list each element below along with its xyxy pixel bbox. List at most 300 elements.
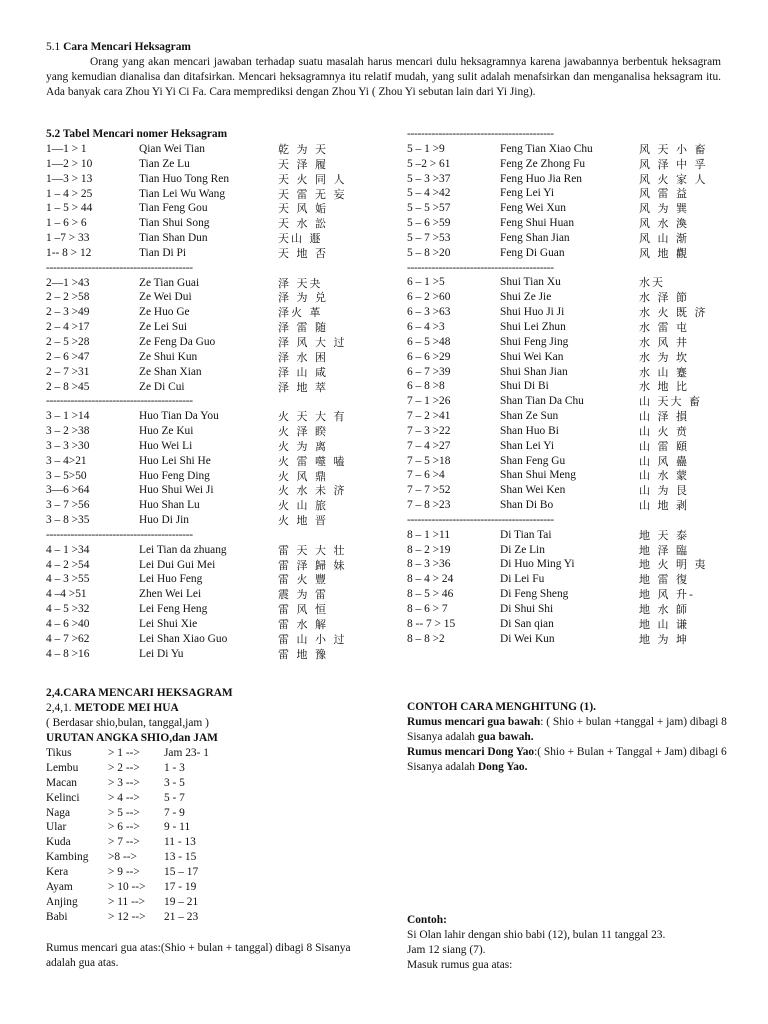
hexagram-chinese: 泽 雷 随 bbox=[278, 321, 328, 335]
hexagram-name: Shui Lei Zhun bbox=[500, 320, 566, 333]
shio-number: > 12 --> bbox=[108, 910, 146, 923]
hexagram-chinese: 火 风 鼎 bbox=[278, 469, 328, 483]
shio-name: Naga bbox=[46, 806, 71, 819]
rumus-dong-label: Rumus mencari Dong Yao bbox=[407, 746, 535, 758]
shio-number: > 4 --> bbox=[108, 791, 140, 804]
shio-hours: 15 – 17 bbox=[164, 866, 199, 879]
section-heading bbox=[46, 40, 721, 55]
hexagram-code: 7 – 5 >18 bbox=[407, 454, 451, 467]
hexagram-code: 6 – 7 >39 bbox=[407, 365, 451, 378]
hexagram-chinese: 天山 遯 bbox=[278, 232, 323, 246]
table-row bbox=[407, 409, 747, 424]
list-item bbox=[46, 806, 366, 821]
table-row bbox=[407, 290, 747, 305]
hexagram-chinese: 天 地 否 bbox=[278, 246, 328, 260]
hexagram-code: 2 – 4 >17 bbox=[46, 321, 90, 334]
table-row bbox=[407, 365, 747, 380]
hexagram-chinese: 泽 山 咸 bbox=[278, 365, 328, 379]
hexagram-code: 7 – 7 >52 bbox=[407, 484, 451, 497]
hexagram-code: 3 – 1 >14 bbox=[46, 410, 90, 423]
shio-name: Tikus bbox=[46, 747, 72, 759]
shio-hours: 3 - 5 bbox=[164, 776, 185, 789]
hexagram-name: Feng Shui Huan bbox=[500, 217, 575, 230]
hexagram-code: 6 – 3 >63 bbox=[407, 306, 451, 319]
list-item bbox=[46, 850, 366, 865]
table-row bbox=[46, 305, 386, 320]
table-row bbox=[46, 216, 386, 231]
hexagram-chinese: 乾 为 天 bbox=[278, 143, 328, 156]
hexagram-code: 6 – 1 >5 bbox=[407, 276, 445, 289]
table-row bbox=[46, 454, 386, 469]
hexagram-name: Di Ze Lin bbox=[500, 543, 545, 556]
hexagram-code: 7 – 8 >23 bbox=[407, 499, 451, 512]
hexagram-chinese: 地 雷 復 bbox=[639, 573, 689, 587]
section-title: 2,4.CARA MENCARI HEKSAGRAM bbox=[46, 687, 233, 699]
hexagram-code: 5 – 3 >37 bbox=[407, 172, 451, 185]
hexagram-name: Feng Lei Yi bbox=[500, 187, 554, 200]
table-row bbox=[46, 290, 386, 305]
hexagram-chinese: 雷 山 小 过 bbox=[278, 632, 347, 646]
hexagram-name: Tian Di Pi bbox=[139, 246, 187, 259]
table-row bbox=[46, 350, 386, 365]
table-row bbox=[46, 409, 386, 424]
hexagram-name: Feng Tian Xiao Chu bbox=[500, 142, 593, 155]
hexagram-name: Ze Wei Dui bbox=[139, 291, 192, 304]
contoh-line-3: Masuk rumus gua atas: bbox=[407, 959, 513, 971]
hexagram-code: 5 – 7 >53 bbox=[407, 231, 451, 244]
hexagram-code: 4 – 3 >55 bbox=[46, 573, 90, 586]
hexagram-name: Huo Wei Li bbox=[139, 439, 193, 452]
hexagram-name: Shui Shan Jian bbox=[500, 365, 568, 378]
hexagram-name: Tian Huo Tong Ren bbox=[139, 172, 230, 185]
hexagram-code: 6 – 5 >48 bbox=[407, 335, 451, 348]
list-item bbox=[46, 895, 366, 910]
hexagram-chinese: 火 地 晋 bbox=[278, 514, 328, 528]
hexagram-name: Di San qian bbox=[500, 617, 554, 630]
shio-number: >8 --> bbox=[108, 851, 137, 864]
table-row bbox=[46, 617, 386, 632]
hexagram-chinese: 水 地 比 bbox=[639, 380, 689, 394]
hexagram-name: Tian Ze Lu bbox=[139, 157, 190, 170]
mei-hua-section bbox=[46, 686, 366, 925]
list-item bbox=[46, 776, 366, 791]
hexagram-code: 4 – 5 >32 bbox=[46, 603, 90, 616]
hexagram-code: 5 –2 > 61 bbox=[407, 157, 451, 170]
hexagram-code: 4 – 8 >16 bbox=[46, 647, 90, 660]
hexagram-name: Ze Feng Da Guo bbox=[139, 335, 216, 348]
hexagram-name: Shan Di Bo bbox=[500, 499, 554, 512]
hexagram-name: Huo Lei Shi He bbox=[139, 454, 211, 467]
hexagram-name: Qian Wei Tian bbox=[139, 143, 205, 155]
hexagram-chinese: 山 天大 畜 bbox=[639, 395, 702, 409]
method-heading bbox=[46, 701, 366, 716]
hexagram-code: 1—3 > 13 bbox=[46, 172, 93, 185]
hexagram-name: Shan Shui Meng bbox=[500, 469, 576, 482]
hexagram-name: Di Shui Shi bbox=[500, 603, 554, 615]
hexagram-name: Shui Wei Kan bbox=[500, 350, 564, 363]
hexagram-name: Lei Huo Feng bbox=[139, 573, 203, 586]
table-row bbox=[46, 231, 386, 246]
shio-name: Ayam bbox=[46, 881, 73, 894]
contoh-line-1: Si Olan lahir dengan shio babi (12), bulan 11 tanggal 23. bbox=[407, 929, 666, 941]
hexagram-chinese: 地 火 明 夷 bbox=[639, 558, 708, 572]
hexagram-name: Feng Huo Jia Ren bbox=[500, 172, 582, 185]
table-row bbox=[46, 142, 386, 157]
table-row bbox=[407, 350, 747, 365]
hexagram-code: 1 – 6 > 6 bbox=[46, 217, 87, 230]
shio-number: > 1 --> bbox=[108, 747, 140, 759]
hexagram-code: 8 – 2 >19 bbox=[407, 543, 451, 556]
hexagram-code: 5 – 1 >9 bbox=[407, 142, 445, 155]
hexagram-table-left bbox=[46, 127, 386, 662]
table-row bbox=[407, 157, 747, 172]
hexagram-code: 6 – 4 >3 bbox=[407, 320, 445, 333]
rumus-dong-yao bbox=[407, 745, 727, 775]
hexagram-chinese: 地 水 師 bbox=[639, 603, 689, 616]
shio-number: > 11 --> bbox=[108, 895, 146, 908]
shio-name: Ular bbox=[46, 821, 67, 834]
table-row bbox=[407, 528, 747, 543]
table-row bbox=[407, 201, 747, 216]
hexagram-name: Feng Shan Jian bbox=[500, 231, 570, 244]
intro-section bbox=[46, 40, 721, 100]
shio-number: > 2 --> bbox=[108, 761, 140, 774]
table-row bbox=[407, 231, 747, 246]
table-row bbox=[407, 498, 747, 513]
hexagram-code: 2 – 6 >47 bbox=[46, 350, 90, 363]
table-row bbox=[46, 602, 386, 617]
hexagram-name: Tian Shui Song bbox=[139, 217, 210, 230]
hexagram-name: Shan Lei Yi bbox=[500, 439, 554, 452]
hexagram-chinese: 地 泽 臨 bbox=[639, 543, 689, 557]
hexagram-chinese: 泽 风 大 过 bbox=[278, 335, 347, 349]
hexagram-code: 1 – 4 > 25 bbox=[46, 187, 93, 200]
table-row bbox=[46, 424, 386, 439]
hexagram-chinese: 山 火 贲 bbox=[639, 424, 689, 438]
table-row bbox=[407, 305, 747, 320]
hexagram-code: 4 – 1 >34 bbox=[46, 543, 90, 556]
table-row bbox=[46, 380, 386, 395]
hexagram-name: Ze Shan Xian bbox=[139, 365, 202, 378]
shio-hours: 21 – 23 bbox=[164, 910, 199, 923]
hexagram-name: Lei Tian da zhuang bbox=[139, 543, 227, 556]
hexagram-chinese: 风 雷 益 bbox=[639, 187, 689, 201]
shio-name: Lembu bbox=[46, 761, 79, 774]
table-row bbox=[407, 468, 747, 483]
hexagram-code: 1—2 > 10 bbox=[46, 157, 93, 170]
shio-name: Kera bbox=[46, 866, 69, 879]
table-row bbox=[46, 558, 386, 573]
hexagram-name: Ze Di Cui bbox=[139, 380, 185, 393]
hexagram-name: Ze Shui Kun bbox=[139, 350, 198, 363]
hexagram-chinese: 风 水 渙 bbox=[639, 217, 689, 231]
table-row bbox=[407, 394, 747, 409]
hexagram-code: 5 – 6 >59 bbox=[407, 217, 451, 230]
rumus-gua-bawah bbox=[407, 715, 727, 745]
hexagram-code: 7 – 1 >26 bbox=[407, 395, 451, 408]
table-row bbox=[407, 587, 747, 602]
hexagram-name: Di Lei Fu bbox=[500, 573, 545, 586]
hexagram-code: 8 – 1 >11 bbox=[407, 528, 451, 541]
hexagram-chinese: 山 地 剥 bbox=[639, 499, 689, 513]
table-row bbox=[46, 365, 386, 380]
table-row bbox=[46, 647, 386, 662]
shio-hours: 5 - 7 bbox=[164, 791, 185, 804]
hexagram-chinese: 泽 天夬 bbox=[278, 276, 323, 290]
separator: ------------------------------------------ bbox=[407, 513, 554, 526]
hexagram-code: 1 – 5 > 44 bbox=[46, 202, 93, 215]
table-row bbox=[46, 498, 386, 513]
shio-number: > 3 --> bbox=[108, 776, 140, 789]
hexagram-code: 7 – 3 >22 bbox=[407, 424, 451, 437]
hexagram-code: 6 – 6 >29 bbox=[407, 350, 451, 363]
list-item bbox=[46, 910, 366, 925]
table-row bbox=[407, 246, 747, 261]
contoh-hitung-section bbox=[407, 700, 727, 775]
separator: ------------------------------------------ bbox=[407, 261, 554, 274]
hexagram-code: 3 – 2 >38 bbox=[46, 425, 90, 438]
hexagram-code: 2 – 3 >49 bbox=[46, 306, 90, 319]
table-row bbox=[407, 142, 747, 157]
table-row bbox=[46, 246, 386, 261]
hexagram-code: 7 – 6 >4 bbox=[407, 469, 445, 482]
hexagram-chinese: 火 为 离 bbox=[278, 439, 328, 453]
hexagram-name: Shan Wei Ken bbox=[500, 484, 566, 497]
table-row bbox=[46, 513, 386, 528]
hexagram-code: 4 – 6 >40 bbox=[46, 618, 90, 630]
table-row bbox=[407, 557, 747, 572]
hexagram-chinese: 水 雷 屯 bbox=[639, 320, 689, 334]
hexagram-name: Di Wei Kun bbox=[500, 632, 555, 645]
hexagram-name: Lei Shan Xiao Guo bbox=[139, 632, 228, 645]
hexagram-chinese: 雷 天 大 壮 bbox=[278, 543, 347, 557]
shio-list bbox=[46, 746, 366, 925]
hexagram-chinese: 雷 水 解 bbox=[278, 618, 328, 631]
table-row bbox=[46, 276, 386, 291]
hexagram-chinese: 山 风 蠱 bbox=[639, 454, 689, 468]
hexagram-chinese: 风 泽 中 孚 bbox=[639, 157, 708, 171]
hexagram-name: Di Huo Ming Yi bbox=[500, 558, 575, 571]
hexagram-chinese: 水 山 蹇 bbox=[639, 365, 689, 379]
rumus-dong-end: Dong Yao. bbox=[477, 761, 528, 773]
hexagram-name: Ze Lei Sui bbox=[139, 321, 188, 334]
hexagram-chinese: 地 山 谦 bbox=[639, 617, 689, 631]
shio-hours: 11 - 13 bbox=[164, 836, 196, 849]
urutan-title: URUTAN ANGKA SHIO,dan JAM bbox=[46, 732, 218, 744]
separator: ------------------------------------------ bbox=[46, 261, 193, 274]
hexagram-chinese: 风 火 家 人 bbox=[639, 172, 708, 186]
hexagram-name: Ze Huo Ge bbox=[139, 306, 190, 319]
hexagram-chinese: 地 风 升- bbox=[639, 588, 695, 602]
shio-hours: 17 - 19 bbox=[164, 881, 197, 894]
table-row bbox=[407, 439, 747, 454]
hexagram-chinese: 风 山 渐 bbox=[639, 231, 689, 245]
table-row bbox=[46, 172, 386, 187]
hexagram-chinese: 天 风 姤 bbox=[278, 202, 328, 216]
rumus-atas-text: Rumus mencari gua atas:(Shio + bulan + tanggal) dibagi 8 Sisanya adalah gua atas. bbox=[46, 942, 351, 969]
table-row bbox=[407, 172, 747, 187]
shio-hours: Jam 23- 1 bbox=[164, 747, 209, 759]
hexagram-chinese: 水天 bbox=[639, 276, 665, 290]
shio-hours: 1 - 3 bbox=[164, 761, 185, 774]
hexagram-chinese: 山 雷 頤 bbox=[639, 439, 689, 453]
list-item bbox=[46, 835, 366, 850]
list-item bbox=[46, 820, 366, 835]
table-row bbox=[46, 587, 386, 602]
method-title: METODE MEI HUA bbox=[74, 702, 179, 714]
hexagram-name: Shui Tian Xu bbox=[500, 276, 561, 289]
hexagram-name: Shui Feng Jing bbox=[500, 335, 569, 348]
hexagram-name: Zhen Wei Lei bbox=[139, 588, 202, 601]
shio-name: Kuda bbox=[46, 836, 71, 849]
hexagram-chinese: 火 泽 睽 bbox=[278, 425, 328, 439]
hexagram-chinese: 泽火 革 bbox=[278, 306, 323, 320]
rumus-bawah-text: : ( Shio + bulan +tanggal + jam) dibagi 8 Sisanya adalah bbox=[407, 716, 727, 743]
hexagram-chinese: 雷 地 豫 bbox=[278, 647, 328, 661]
hexagram-chinese: 山 为 艮 bbox=[639, 484, 689, 498]
table-row bbox=[407, 454, 747, 469]
table-row bbox=[407, 483, 747, 498]
table-row bbox=[46, 201, 386, 216]
hexagram-code: 4 – 2 >54 bbox=[46, 558, 90, 571]
hexagram-code: 2 – 8 >45 bbox=[46, 380, 90, 393]
shio-name: Kambing bbox=[46, 851, 89, 864]
hexagram-chinese: 天 雷 无 妄 bbox=[278, 187, 347, 201]
method-basis: ( Berdasar shio,bulan, tanggal,jam ) bbox=[46, 717, 209, 729]
shio-name: Babi bbox=[46, 910, 68, 923]
hexagram-chinese: 山 泽 損 bbox=[639, 410, 689, 424]
shio-hours: 9 - 11 bbox=[164, 821, 191, 834]
hexagram-name: Shui Huo Ji Ji bbox=[500, 306, 565, 319]
hexagram-chinese: 水 风 井 bbox=[639, 335, 689, 349]
hexagram-code: 8 – 3 >36 bbox=[407, 558, 451, 571]
hexagram-code: 8 – 6 > 7 bbox=[407, 603, 448, 615]
separator: ------------------------------------------ bbox=[407, 128, 554, 140]
table-row bbox=[407, 186, 747, 201]
table-row bbox=[407, 320, 747, 335]
hexagram-code: 8 -- 7 > 15 bbox=[407, 617, 456, 630]
rumus-atas-block bbox=[46, 941, 376, 971]
hexagram-name: Shui Ze Jie bbox=[500, 291, 552, 304]
hexagram-name: Shan Ze Sun bbox=[500, 410, 559, 423]
hexagram-code: 7 – 2 >41 bbox=[407, 410, 451, 423]
hexagram-code: 6 – 2 >60 bbox=[407, 291, 451, 304]
table-row bbox=[407, 275, 747, 290]
hexagram-table-right bbox=[407, 127, 747, 647]
shio-name: Kelinci bbox=[46, 791, 80, 804]
hexagram-code: 2 – 7 >31 bbox=[46, 365, 90, 378]
list-item bbox=[46, 880, 366, 895]
shio-name: Macan bbox=[46, 776, 77, 789]
table-row bbox=[46, 320, 386, 335]
list-item bbox=[46, 746, 366, 761]
hexagram-name: Shan Feng Gu bbox=[500, 454, 566, 467]
table-row bbox=[407, 572, 747, 587]
hexagram-chinese: 泽 地 萃 bbox=[278, 380, 328, 394]
hexagram-chinese: 风 为 巽 bbox=[639, 202, 689, 216]
hexagram-name: Shan Tian Da Chu bbox=[500, 395, 584, 408]
hexagram-code: 2 – 5 >28 bbox=[46, 335, 90, 348]
shio-number: > 5 --> bbox=[108, 806, 140, 819]
hexagram-code: 4 – 7 >62 bbox=[46, 632, 90, 645]
hexagram-name: Di Tian Tai bbox=[500, 528, 552, 541]
hexagram-name: Feng Wei Xun bbox=[500, 202, 566, 215]
hexagram-chinese: 水 泽 節 bbox=[639, 291, 689, 305]
table-row bbox=[407, 602, 747, 617]
hexagram-name: Lei Feng Heng bbox=[139, 603, 208, 616]
hexagram-name: Di Feng Sheng bbox=[500, 588, 569, 601]
hexagram-chinese: 天 火 同 人 bbox=[278, 172, 347, 186]
hexagram-chinese: 震 为 雷 bbox=[278, 588, 328, 602]
list-item bbox=[46, 791, 366, 806]
hexagram-code: 8 – 5 > 46 bbox=[407, 588, 454, 601]
hexagram-name: Shui Di Bi bbox=[500, 380, 549, 393]
shio-number: > 9 --> bbox=[108, 866, 140, 879]
table-row bbox=[407, 617, 747, 632]
hexagram-code: 5 – 5 >57 bbox=[407, 202, 451, 215]
hexagram-code: 4 –4 >51 bbox=[46, 588, 87, 601]
heading-title: Cara Mencari Heksagram bbox=[63, 41, 191, 53]
table-row bbox=[407, 335, 747, 350]
table-row bbox=[46, 187, 386, 202]
table-row bbox=[46, 483, 386, 498]
table-row bbox=[46, 469, 386, 484]
hexagram-name: Feng Di Guan bbox=[500, 246, 565, 259]
table-row bbox=[46, 543, 386, 558]
contoh-section bbox=[407, 913, 737, 973]
hexagram-chinese: 雷 火 豐 bbox=[278, 573, 328, 587]
rumus-dong-text: :( Shio + Bulan + Tanggal + Jam) dibagi 6 Sisanya adalah bbox=[407, 746, 727, 773]
hexagram-name: Huo Tian Da You bbox=[139, 410, 219, 423]
hexagram-code: 8 – 8 >2 bbox=[407, 632, 445, 645]
table-row bbox=[46, 335, 386, 350]
table-row bbox=[407, 424, 747, 439]
contoh-line-2: Jam 12 siang (7). bbox=[407, 944, 486, 956]
hexagram-code: 1-- 8 > 12 bbox=[46, 246, 92, 259]
hexagram-chinese: 雷 风 恒 bbox=[278, 603, 328, 617]
hexagram-name: Huo Shan Lu bbox=[139, 499, 200, 512]
hexagram-name: Huo Shui Wei Ji bbox=[139, 484, 214, 497]
hexagram-name: Huo Di Jin bbox=[139, 514, 189, 527]
shio-number: > 6 --> bbox=[108, 821, 140, 834]
table-row bbox=[46, 632, 386, 647]
hexagram-code: 8 – 4 > 24 bbox=[407, 573, 454, 586]
hexagram-code: 6 – 8 >8 bbox=[407, 380, 445, 393]
shio-hours: 19 – 21 bbox=[164, 895, 199, 908]
hexagram-chinese: 泽 为 兑 bbox=[278, 291, 328, 305]
table-title: 5.2 Tabel Mencari nomer Heksagram bbox=[46, 128, 228, 140]
hexagram-code: 2 – 2 >58 bbox=[46, 291, 90, 304]
hexagram-chinese: 泽 水 困 bbox=[278, 350, 328, 364]
hexagram-code: 3 – 8 >35 bbox=[46, 514, 90, 527]
hexagram-name: Tian Lei Wu Wang bbox=[139, 187, 226, 200]
hexagram-name: Shan Huo Bi bbox=[500, 424, 559, 437]
separator: ------------------------------------------ bbox=[46, 395, 193, 408]
heading-number: 5.1 bbox=[46, 41, 61, 53]
hexagram-chinese: 天 水 訟 bbox=[278, 217, 328, 231]
hexagram-chinese: 火 山 旅 bbox=[278, 499, 328, 513]
hexagram-code: 3—6 >64 bbox=[46, 484, 90, 497]
intro-paragraph: Orang yang akan mencari jawaban terhadap suatu masalah harus mencari dulu heksagramnya karena jawabannya berbentuk heksagram yang kemudian dianalisa dan ditafsirkan. Mencari heksagramnya itu relatif mudah, yang sulit adalah menafsirkan dan menganalisa heksagram itu. Ada banyak cara Zhou Yi Yi Ci Fa. Cara memprediksi dengan Zhou Yi ( Zhou Yi sebutan lain dari Yi Jing). bbox=[46, 56, 721, 98]
hexagram-code: 5 – 8 >20 bbox=[407, 246, 451, 259]
shio-hours: 7 - 9 bbox=[164, 806, 185, 819]
table-row bbox=[46, 157, 386, 172]
hexagram-chinese: 水 火 既 济 bbox=[639, 306, 708, 320]
hexagram-code: 3 – 4>21 bbox=[46, 454, 87, 467]
rumus-bawah-label: Rumus mencari gua bawah bbox=[407, 716, 541, 728]
shio-hours: 13 - 15 bbox=[164, 851, 197, 864]
hexagram-name: Feng Ze Zhong Fu bbox=[500, 157, 586, 170]
